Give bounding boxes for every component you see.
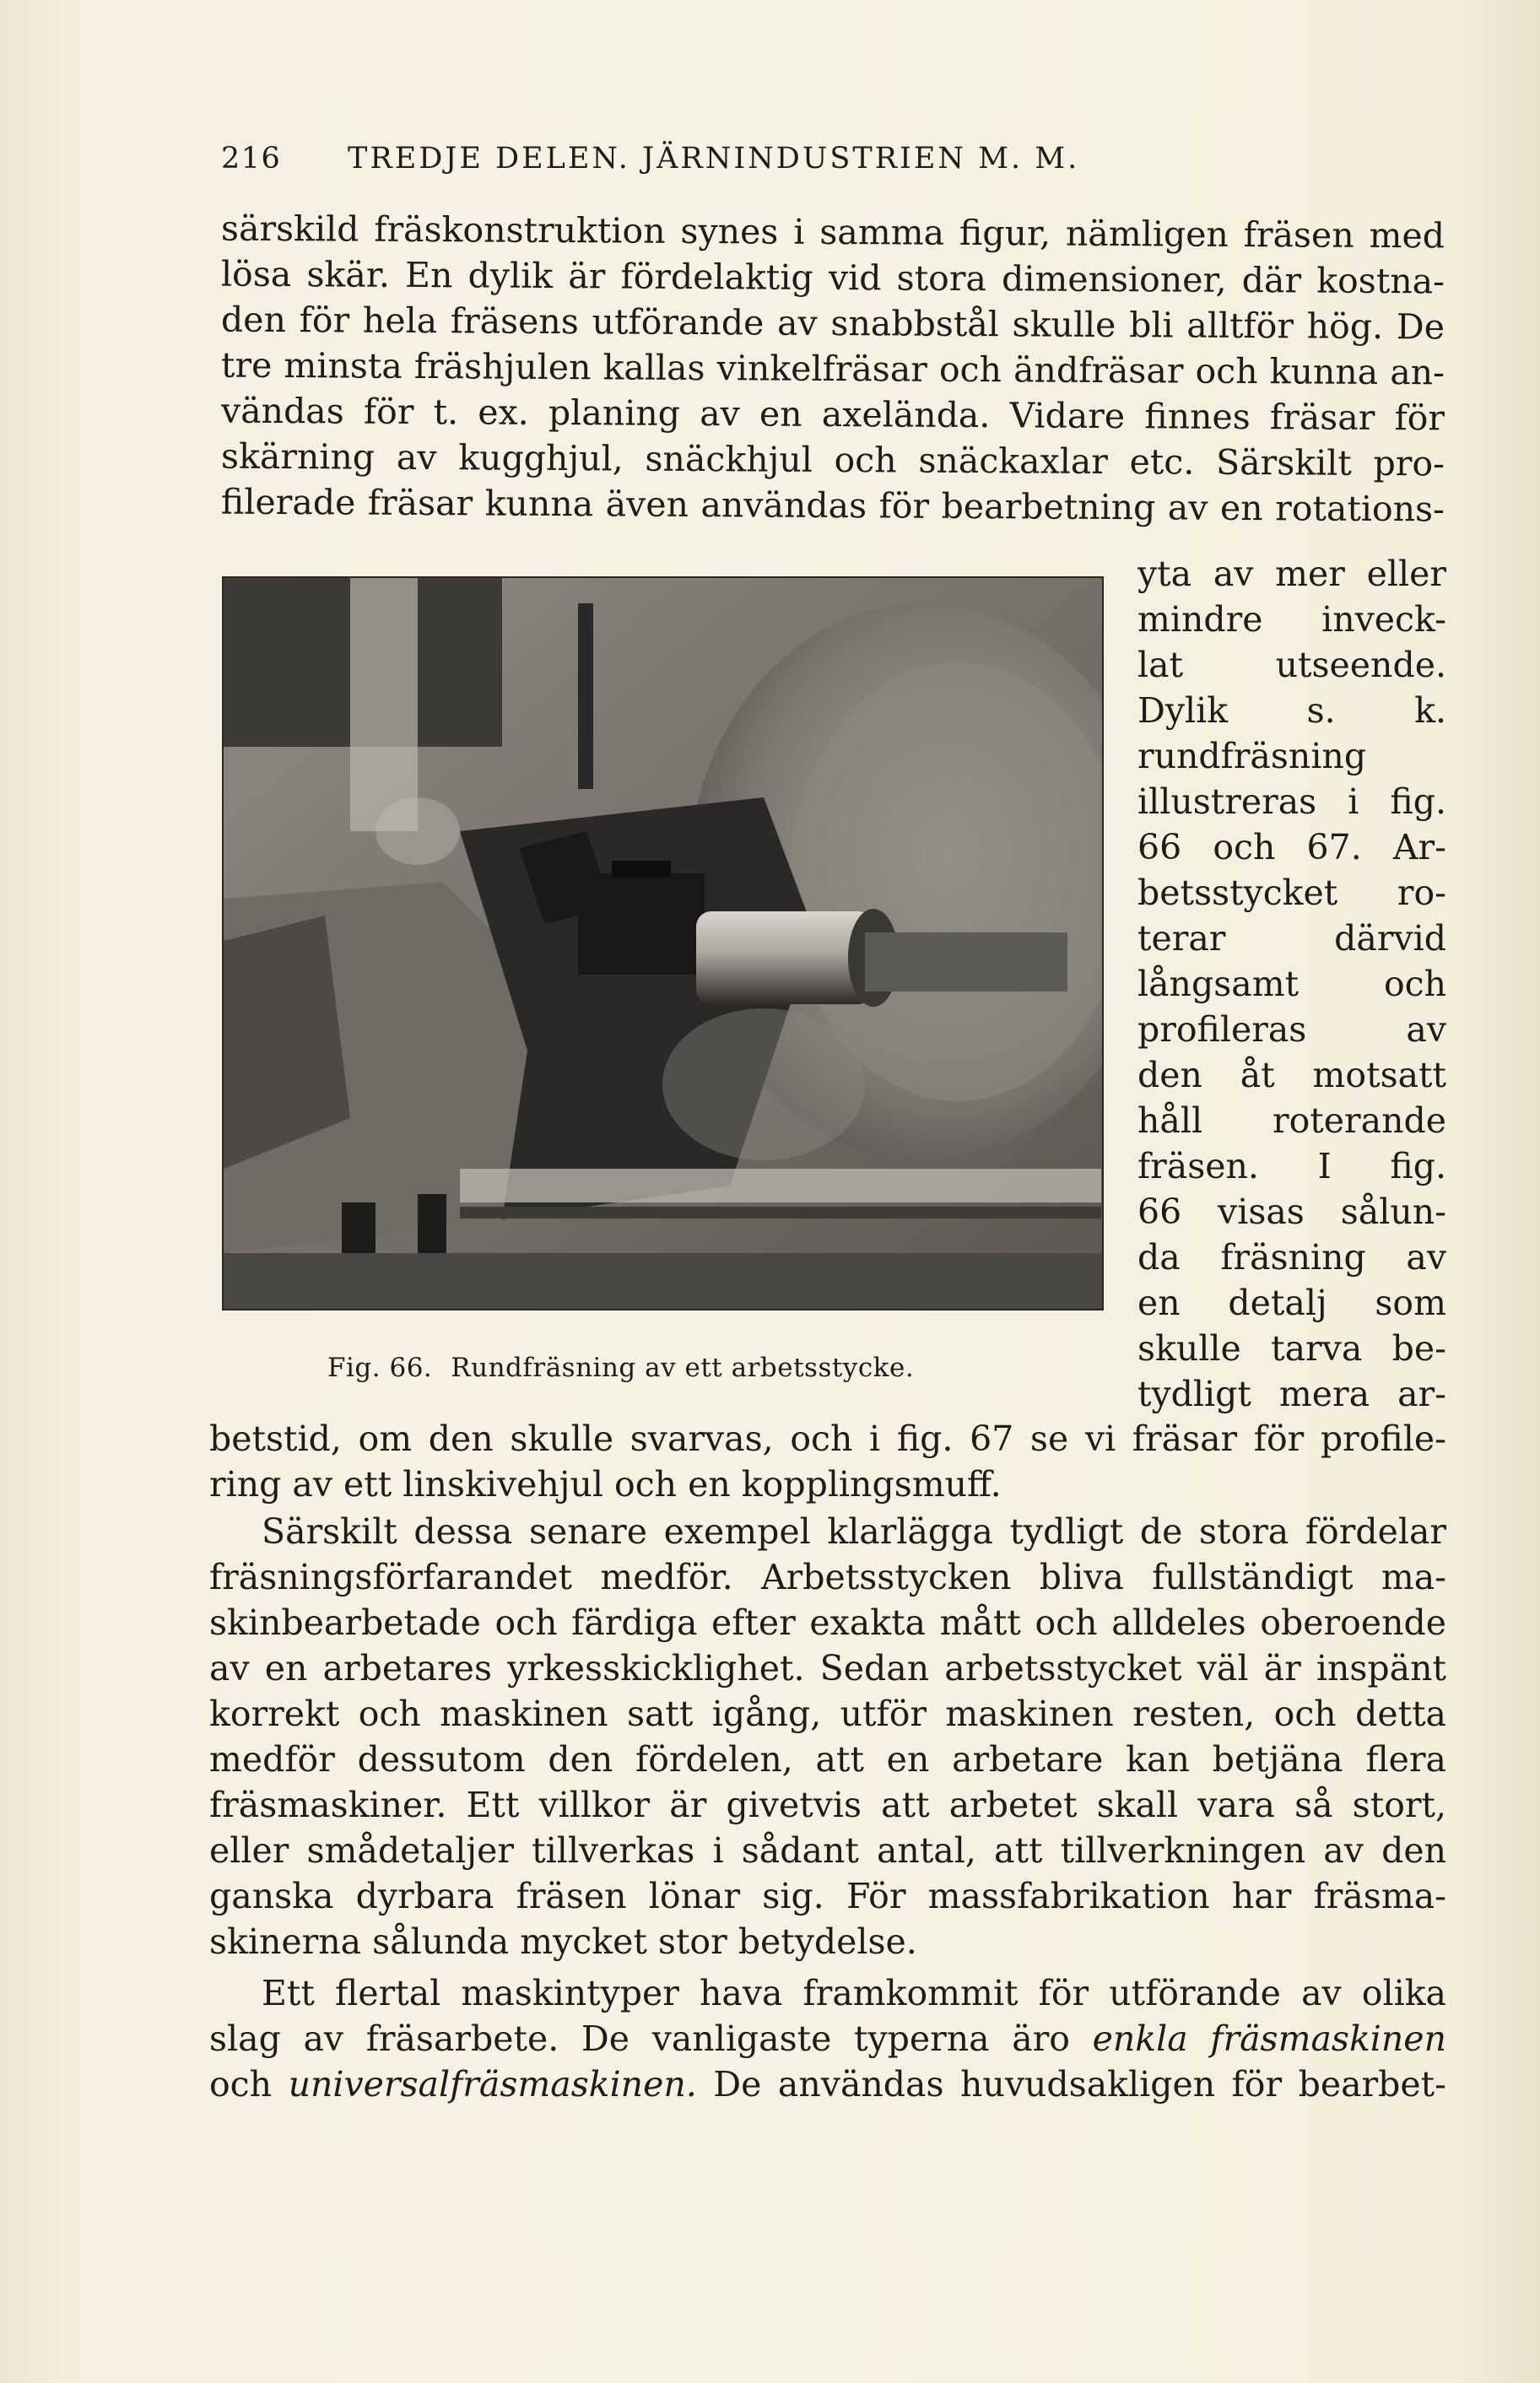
- side-line: da fräsning av: [1137, 1237, 1446, 1278]
- side-line: Dylik s. k.: [1137, 690, 1446, 731]
- text-line: ring av ett linskivehjul och en kopplingsmuff.: [209, 1464, 1002, 1505]
- side-line: en detalj som: [1137, 1283, 1446, 1323]
- figure-caption: [327, 1353, 914, 1383]
- text-line: skinbearbetade och färdiga efter exakta mått och alldeles oberoende: [209, 1602, 1446, 1643]
- side-line: mindre inveck-: [1137, 599, 1446, 640]
- running-header: [221, 142, 1445, 176]
- machine-photo-illustration: [224, 578, 1104, 1310]
- text-line: skärning av kugghjul, snäckhjul och snäckaxlar etc. Särskilt pro-: [220, 435, 1445, 484]
- figure-66-photo: [222, 576, 1104, 1310]
- text-line: betstid, om den skulle svarvas, och i fig. 67 se vi fräsar för profile-: [209, 1418, 1446, 1459]
- italic-term: universalfräsmaskinen.: [288, 2064, 697, 2105]
- side-line: rundfräsning: [1137, 736, 1367, 776]
- side-line: 66 visas sålun-: [1137, 1192, 1446, 1232]
- text-line: vändas för t. ex. planing av en axelända. Vidare finnes fräsar för: [220, 390, 1445, 439]
- side-line: håll roterande: [1137, 1100, 1446, 1141]
- text-line: filerade fräsar kunna även användas för bearbetning av en rotations-: [220, 481, 1445, 530]
- text-line: särskild fräskonstruktion synes i samma figur, nämligen fräsen med: [220, 208, 1445, 257]
- text-line: eller smådetaljer tillverkas i sådant antal, att tillverkningen av den: [209, 1830, 1446, 1871]
- text-line: Särskilt dessa senare exempel klarlägga tydligt de stora fördelar: [262, 1511, 1446, 1552]
- side-line: den åt motsatt: [1137, 1055, 1446, 1095]
- side-line: betsstycket ro-: [1137, 873, 1446, 913]
- text-fragment: slag av fräsarbete. De vanligaste typerna äro: [209, 2018, 1070, 2059]
- side-line: profileras av: [1137, 1009, 1446, 1050]
- text-line: ganska dyrbara fräsen lönar sig. För massfabrikation har fräsma-: [209, 1876, 1446, 1916]
- text-line: tre minsta fräshjulen kallas vinkelfräsar och ändfräsar och kunna an-: [220, 344, 1445, 393]
- side-line: terar därvid: [1137, 918, 1446, 959]
- side-line: skulle tarva be-: [1137, 1328, 1446, 1369]
- text-line: av en arbetares yrkesskicklighet. Sedan arbetsstycket väl är inspänt: [209, 1648, 1446, 1689]
- side-line: tydligt mera ar-: [1137, 1374, 1446, 1414]
- text-line: korrekt och maskinen satt igång, utför maskinen resten, och detta: [209, 1694, 1446, 1734]
- text-line: fräsningsförfarandet medför. Arbetsstycken bliva fullständigt ma-: [209, 1557, 1446, 1597]
- side-line: 66 och 67. Ar-: [1137, 827, 1446, 867]
- side-line: lat utseende.: [1137, 645, 1446, 685]
- text-line: medför dessutom den fördelen, att en arbetare kan betjäna flera: [209, 1739, 1446, 1780]
- running-title: TREDJE DELEN. JÄRNINDUSTRIEN M. M.: [348, 142, 1080, 176]
- text-fragment: och: [209, 2064, 273, 2105]
- figure-caption-text: Rundfräsning av ett arbetsstycke.: [451, 1353, 915, 1383]
- text-fragment: De användas huvudsakligen för bearbet-: [713, 2064, 1446, 2105]
- figure-label: Fig. 66.: [327, 1353, 433, 1383]
- text-line: [209, 2016, 1446, 2062]
- text-line: skinerna sålunda mycket stor betydelse.: [209, 1921, 917, 1962]
- text-line: fräsmaskiner. Ett villkor är givetvis att arbetet skall vara så stort,: [209, 1785, 1446, 1825]
- italic-term: enkla fräsmaskinen: [1092, 2018, 1446, 2059]
- side-line: yta av mer eller: [1137, 554, 1446, 594]
- text-line: [209, 2061, 1446, 2108]
- side-line: fräsen. I fig.: [1137, 1146, 1446, 1186]
- page-number: 216: [221, 142, 282, 176]
- side-line: långsamt och: [1137, 964, 1446, 1004]
- side-line: illustreras i fig.: [1137, 781, 1446, 822]
- text-line: den för hela fräsens utförande av snabbstål skulle bli alltför hög. De: [220, 299, 1445, 348]
- text-line: Ett flertal maskintyper hava framkommit för utförande av olika: [262, 1973, 1446, 2013]
- text-line: lösa skär. En dylik är fördelaktig vid stora dimensioner, där kostna-: [220, 253, 1445, 302]
